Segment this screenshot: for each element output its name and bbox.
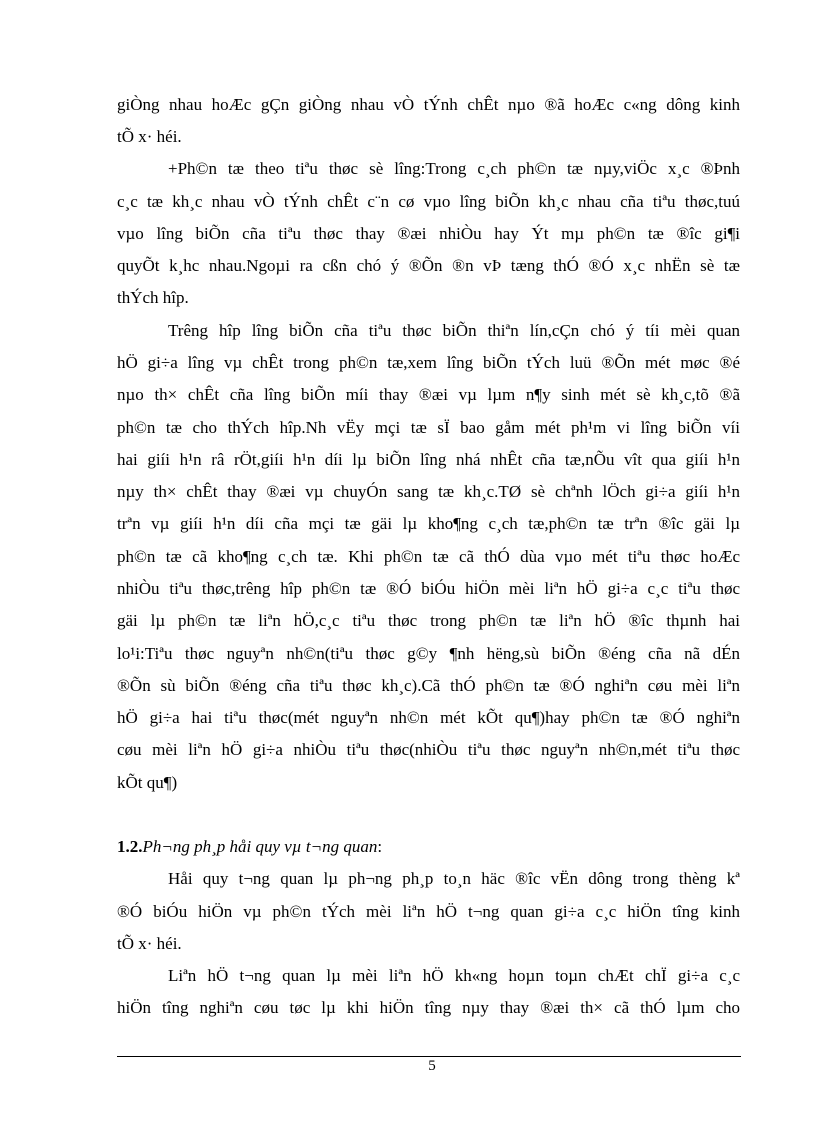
section-title: Ph¬ng ph¸p håi quy vµ t¬ng quan xyxy=(142,837,378,856)
paragraph-line: ph©n tæ cã kho¶ng c¸ch tæ. Khi ph©n tæ cã thÓ dùa vµo mét tiªu thøc hoÆc xyxy=(117,547,740,566)
paragraph-line: ®Ó biÓu hiÖn vµ ph©n tÝch mèi liªn hÖ t¬ng quan gi÷a c¸c hiÖn tîng kinh xyxy=(117,902,740,921)
section-number: 1.2. xyxy=(117,837,143,856)
paragraph-line: hiÖn tîng nghiªn cøu tøc lµ khi hiÖn tîng nµy thay ®æi th× cã thÓ lµm cho xyxy=(117,998,740,1017)
paragraph-line: ®Õn sù biÕn ®éng cña tiªu thøc kh¸c).Cã thÓ ph©n tæ ®Ó nghiªn cøu mèi liªn xyxy=(117,676,740,695)
paragraph-line: gäi lµ ph©n tæ liªn hÖ,c¸c tiªu thøc trong ph©n tæ liªn hÖ ®îc thµnh hai xyxy=(117,611,740,630)
paragraph-line: nµy th× chÊt thay ®æi vµ chuyÓn sang tæ kh¸c.TØ sè chªnh lÖch gi÷a giíi h¹n xyxy=(117,482,740,501)
paragraph-line: lo¹i:Tiªu thøc nguyªn nh©n(tiªu thøc g©y ¶nh hëng,sù biÕn ®éng cña nã dÉn xyxy=(117,644,740,663)
paragraph-line: tÕ x· héi. xyxy=(117,934,182,953)
paragraph-line: giÒng nhau hoÆc gÇn giÒng nhau vÒ tÝnh chÊt nµo ®ã hoÆc c«ng dông kinh xyxy=(117,95,740,114)
paragraph-line: nµo th× chÊt cña lîng biÕn míi thay ®æi vµ lµm n¶y sinh mét sè kh¸c,tõ ®ã xyxy=(117,385,740,404)
paragraph-line: ph©n tæ cho thÝch hîp.Nh vËy mçi tæ sÏ bao gåm mét ph¹m vi lîng biÕn víi xyxy=(117,418,740,437)
paragraph-line: nhiÒu tiªu thøc,trêng hîp ph©n tæ ®Ó biÓu hiÖn mèi liªn hÖ gi÷a c¸c tiªu thøc xyxy=(117,579,740,598)
paragraph-line: tÕ x· héi. xyxy=(117,127,182,146)
paragraph-line: Trêng hîp lîng biÕn cña tiªu thøc biÕn thiªn lín,cÇn chó ý tíi mèi quan xyxy=(168,321,740,340)
paragraph-line: hÖ gi÷a lîng vµ chÊt trong ph©n tæ,xem lîng biÕn tÝch luü ®Õn mét møc ®é xyxy=(117,353,740,372)
paragraph-line: cøu mèi liªn hÖ gi÷a nhiÒu tiªu thøc(nhiÒu tiªu thøc nguyªn nh©n,mét tiªu thøc xyxy=(117,740,740,759)
section-suffix: : xyxy=(377,837,383,856)
paragraph-line: trªn vµ giíi h¹n díi cña mçi tæ gäi lµ kho¶ng c¸ch tæ,ph©n tæ trªn ®îc gäi lµ xyxy=(117,514,740,533)
paragraph-line: Liªn hÖ t¬ng quan lµ mèi liªn hÖ kh«ng hoµn toµn chÆt chÏ gi÷a c¸c xyxy=(168,966,740,985)
paragraph-line: hÖ gi÷a hai tiªu thøc(mét nguyªn nh©n mét kÕt qu¶)hay ph©n tæ ®Ó nghiªn xyxy=(117,708,740,727)
paragraph-line: Håi quy t¬ng quan lµ ph¬ng ph¸p to¸n häc ®îc vËn dông trong thèng kª xyxy=(168,869,740,888)
paragraph-line: +Ph©n tæ theo tiªu thøc sè lîng:Trong c¸ch ph©n tæ nµy,viÖc x¸c ®Þnh xyxy=(168,159,740,178)
paragraph-line: c¸c tæ kh¸c nhau vÒ tÝnh chÊt c¨n cø vµo lîng biÕn kh¸c nhau cña tiªu thøc,tuú xyxy=(117,192,740,211)
footer-divider xyxy=(117,1056,741,1057)
paragraph-line: kÕt qu¶) xyxy=(117,773,178,792)
paragraph-line: thÝch hîp. xyxy=(117,288,189,307)
paragraph-line: vµo lîng biÕn cña tiªu thøc thay ®æi nhiÒu hay Ýt mµ ph©n tæ ®îc gi¶i xyxy=(117,224,740,243)
paragraph-line: quyÕt k¸hc nhau.Ngoµi ra cßn chó ý ®Õn ®n vÞ tæng thÓ ®Ó x¸c nhËn sè tæ xyxy=(117,256,740,275)
paragraph-line: hai giíi h¹n râ rÖt,giíi h¹n díi lµ biÕn lîng nhá nhÊt cña tæ,nÕu vît qua giíi h¹n xyxy=(117,450,740,469)
page-number: 5 xyxy=(428,1058,436,1074)
section-heading xyxy=(117,837,740,857)
